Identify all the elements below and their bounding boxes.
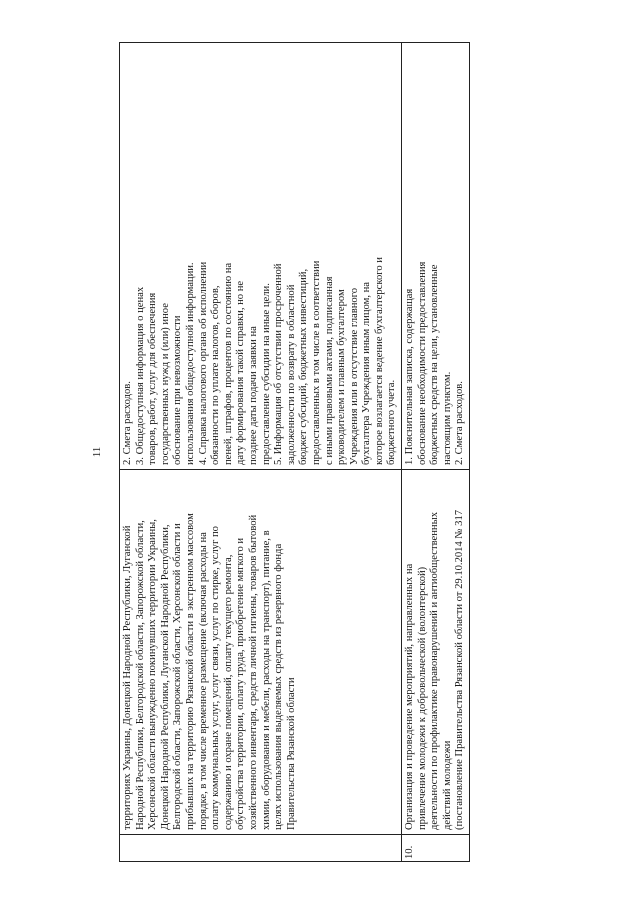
purpose-line: (постановление Правительства Рязанской области от 29.10.2014 № 317 — [454, 509, 466, 830]
documents-line: 4. Справка налогового органа об исполнении — [197, 261, 209, 465]
documents-line: позднее даты подачи заявки на — [247, 326, 259, 465]
documents-line: задолженности по возврату в областной — [285, 284, 297, 465]
documents-line: бюджет субсидий, бюджетных инвестиций, — [298, 268, 310, 465]
row-number-cell — [120, 835, 402, 862]
purpose-line: привлечение молодежи к добровольческой (волонтерской) — [416, 566, 428, 830]
documents-line: бухгалтера Учреждения иным лицом, на — [361, 282, 373, 465]
purpose-line: деятельности по профилактике правонарушений и антиобщественных — [429, 512, 441, 830]
documents-line: 5. Информация об отсутствии просроченной — [273, 263, 285, 465]
documents-line: настоящим пунктом. — [441, 371, 453, 465]
purpose-cell — [120, 470, 402, 835]
page-number: 11 — [91, 446, 103, 458]
documents-line: которое возлагается ведение бухгалтерского и — [373, 257, 385, 465]
purpose-line: содержанию и охране помещений, оплату текущего ремонта, — [222, 554, 234, 830]
documents-line: Учреждения или в отсутствие главного — [348, 287, 360, 465]
purpose-line: Народной Республики, Белгородской области, Запорожской области, — [134, 520, 146, 830]
purpose-line: обустройства территории, оплату труда, приобретение мягкого и — [235, 537, 247, 830]
purpose-line: химии, оборудования и мебели, расходы на транспорт), питание, в — [260, 530, 272, 830]
rotated-content — [85, 42, 555, 862]
purpose-line: хозяйственного инвентаря, средств личной гигиены, товаров бытовой — [247, 514, 259, 830]
row-number-cell: 10. — [402, 835, 470, 862]
purpose-line: Правительства Рязанской области — [285, 677, 297, 830]
purpose-line: Херсонской области вынужденно покинувших территории Украины, — [147, 519, 159, 830]
purpose-line: территориях Украины, Донецкой Народной Республики, Луганской — [122, 525, 133, 830]
documents-cell — [120, 43, 402, 470]
purpose-line: Белгородской области, Запорожской области, Херсонской области и — [172, 523, 184, 830]
purpose-line: Организация и проведение мероприятий, направленных на — [404, 563, 416, 830]
documents-line: дату формирования такой справки, но не — [235, 280, 247, 465]
documents-line: обязанности по уплате налогов, сборов, — [210, 285, 222, 465]
documents-line: предоставление субсидии на иные цели. — [260, 283, 272, 465]
documents-line: пеней, штрафов, процентов по состоянию на — [222, 262, 234, 465]
documents-line: бюджетных средств на цели, установленные — [429, 264, 441, 465]
documents-line: 2. Смета расходов. — [454, 381, 466, 465]
table-row — [120, 43, 402, 862]
table-body — [120, 43, 470, 862]
documents-cell — [402, 43, 470, 470]
purpose-line: порядке, в том числе временное размещение (включая расходы на — [197, 532, 209, 830]
documents-line: использования общедоступной информации. — [184, 262, 196, 465]
purpose-line: действий молодежи — [441, 740, 453, 830]
documents-line: бюджетного учета. — [386, 379, 398, 465]
purpose-line: оплату коммунальных услуг, услуг связи, услуг по стирке, услуг по — [210, 526, 222, 830]
documents-line: 2. Смета расходов. — [122, 381, 133, 465]
purpose-line: Донецкой Народной Республики, Луганской Народной Республики, — [159, 524, 171, 830]
documents-line: товаров, работ, услуг для обеспечения — [147, 292, 159, 465]
table-row — [402, 43, 470, 862]
documents-line: государственных нужд и (или) иное — [159, 303, 171, 465]
documents-line: 3. Общедоступная информация о ценах — [134, 286, 146, 465]
documents-line: обоснование при невозможности — [172, 315, 184, 465]
documents-line: обоснование необходимости предоставления — [416, 261, 428, 465]
documents-line: с иными правовыми актами, подписанная — [323, 276, 335, 465]
purpose-line: целях использования выделяемых средств из резервного фонда — [273, 543, 285, 830]
purpose-cell — [402, 470, 470, 835]
subsidy-table — [119, 42, 470, 862]
documents-line: предоставленных в том числе в соответствии — [310, 260, 322, 465]
purpose-line: прибывших на территорию Рязанской области в экстренном массовом — [184, 513, 196, 830]
documents-line: руководителем и главным бухгалтером — [336, 289, 348, 465]
documents-line: 1. Пояснительная записка, содержащая — [404, 288, 416, 465]
